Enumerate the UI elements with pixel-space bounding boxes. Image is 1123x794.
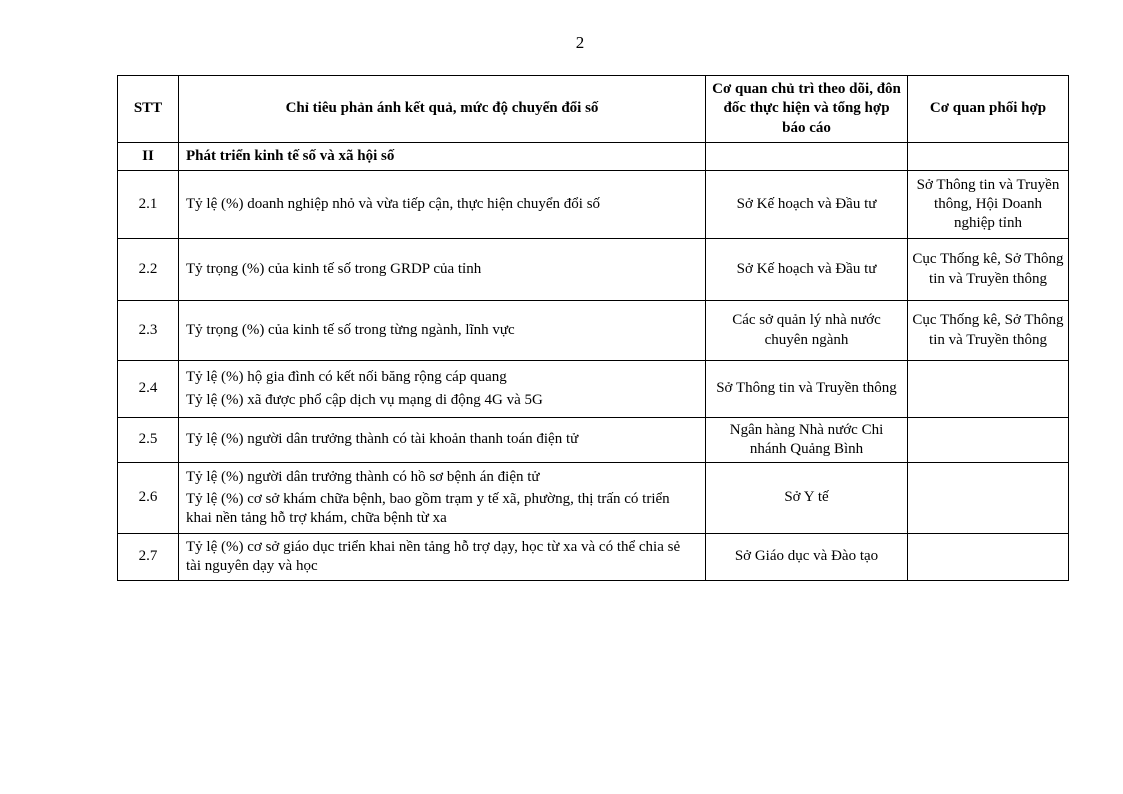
table-row xyxy=(118,534,1069,581)
section-row xyxy=(118,143,1069,171)
table-row xyxy=(118,418,1069,463)
header-lead-agency: Cơ quan chủ trì theo dõi, đôn đốc thực hiện và tổng hợp báo cáo xyxy=(706,76,908,143)
row-number: 2.3 xyxy=(118,301,179,361)
lead-agency-cell: Sở Kế hoạch và Đầu tư xyxy=(706,171,908,239)
coordinating-agency-cell xyxy=(908,463,1069,534)
indicator-cell xyxy=(179,463,706,534)
table-row xyxy=(118,239,1069,301)
lead-agency-cell: Sở Y tế xyxy=(706,463,908,534)
table-row xyxy=(118,361,1069,418)
indicators-table xyxy=(117,75,1069,581)
indicator-cell xyxy=(179,171,706,239)
table-row xyxy=(118,463,1069,534)
lead-agency-cell: Ngân hàng Nhà nước Chi nhánh Quảng Bình xyxy=(706,418,908,463)
row-number: 2.1 xyxy=(118,171,179,239)
row-number: 2.7 xyxy=(118,534,179,581)
indicator-cell xyxy=(179,361,706,418)
coordinating-agency-cell: Sở Thông tin và Truyền thông, Hội Doanh nghiệp tỉnh xyxy=(908,171,1069,239)
table-header-row xyxy=(118,76,1069,143)
row-number: 2.2 xyxy=(118,239,179,301)
lead-agency-cell: Sở Thông tin và Truyền thông xyxy=(706,361,908,418)
lead-agency-cell: Sở Kế hoạch và Đầu tư xyxy=(706,239,908,301)
indicator-text: Tỷ lệ (%) người dân trưởng thành có hồ sơ bệnh án điện tử xyxy=(186,468,540,485)
lead-agency-cell: Các sở quản lý nhà nước chuyên ngành xyxy=(706,301,908,361)
lead-agency-cell: Sở Giáo dục và Đào tạo xyxy=(706,534,908,581)
section-number: II xyxy=(118,143,179,171)
header-coordinating-agency: Cơ quan phối hợp xyxy=(908,76,1069,143)
indicator-text: Tỷ lệ (%) cơ sở giáo dục triển khai nền tảng hỗ trợ dạy, học từ xa và có thể chia sẻ tài nguyên dạy và học xyxy=(186,538,681,574)
section-lead-agency-cell xyxy=(706,143,908,171)
indicator-text: Tỷ trọng (%) của kinh tế số trong từng ngành, lĩnh vực xyxy=(186,321,515,338)
indicator-text: Tỷ lệ (%) hộ gia đình có kết nối băng rộng cáp quang xyxy=(186,369,507,386)
indicator-cell xyxy=(179,418,706,463)
row-number: 2.5 xyxy=(118,418,179,463)
indicator-text: Tỷ lệ (%) doanh nghiệp nhỏ và vừa tiếp cận, thực hiện chuyển đổi số xyxy=(186,195,601,212)
page-number: 2 xyxy=(575,33,585,52)
indicator-cell xyxy=(179,239,706,301)
indicator-text: Tỷ lệ (%) người dân trưởng thành có tài khoản thanh toán điện tử xyxy=(186,431,579,448)
indicator-cell xyxy=(179,534,706,581)
indicator-text: Tỷ lệ (%) cơ sở khám chữa bệnh, bao gồm trạm y tế xã, phường, thị trấn có triển khai nền tảng hỗ trợ khám, chữa bệnh từ xa xyxy=(186,490,670,527)
row-number: 2.6 xyxy=(118,463,179,534)
coordinating-agency-cell xyxy=(908,534,1069,581)
row-number: 2.4 xyxy=(118,361,179,418)
indicator-cell xyxy=(179,301,706,361)
header-indicator: Chỉ tiêu phản ánh kết quả, mức độ chuyển đổi số xyxy=(179,76,706,143)
coordinating-agency-cell: Cục Thống kê, Sở Thông tin và Truyền thông xyxy=(908,301,1069,361)
coordinating-agency-cell xyxy=(908,418,1069,463)
table-row xyxy=(118,171,1069,239)
indicator-text: Tỷ lệ (%) xã được phổ cập dịch vụ mạng di động 4G và 5G xyxy=(186,391,543,408)
header-stt: STT xyxy=(118,76,179,143)
coordinating-agency-cell: Cục Thống kê, Sở Thông tin và Truyền thông xyxy=(908,239,1069,301)
section-title: Phát triển kinh tế số và xã hội số xyxy=(179,143,706,171)
section-coordinating-cell xyxy=(908,143,1069,171)
table-row xyxy=(118,301,1069,361)
indicator-text: Tỷ trọng (%) của kinh tế số trong GRDP của tỉnh xyxy=(186,260,482,277)
coordinating-agency-cell xyxy=(908,361,1069,418)
